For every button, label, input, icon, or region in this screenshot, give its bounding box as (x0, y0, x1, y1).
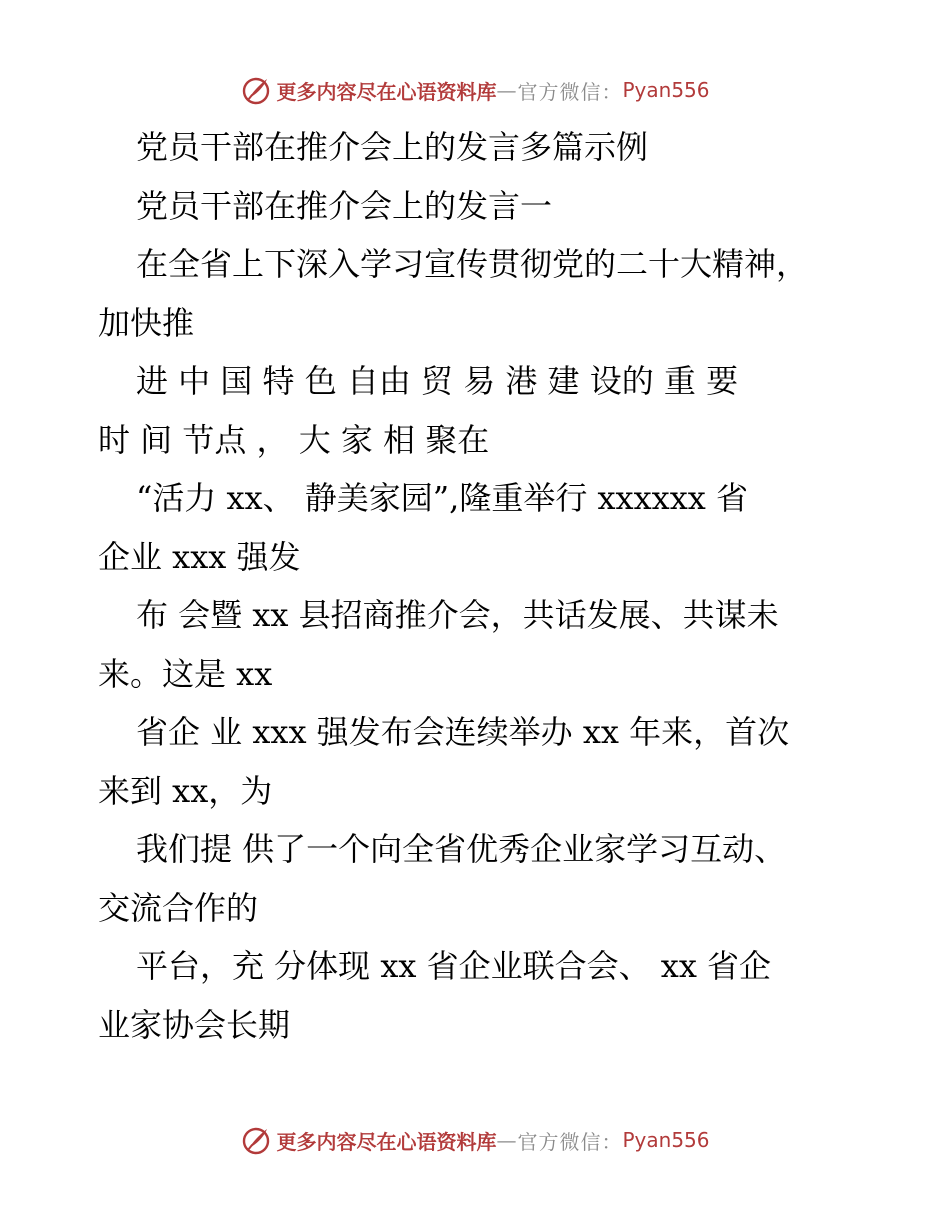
document-body (98, 118, 858, 1054)
feather-quill-logo-icon (240, 74, 272, 106)
paragraph-line: 省企 业 xxx 强发布会连续举办 xx 年来，首次 (136, 713, 790, 751)
paragraph-line: 来。这是 xx (98, 654, 273, 693)
paragraph-line: 布 会暨 xx 县招商推介会，共话发展、共谋未 (136, 596, 779, 634)
paragraph-line: 我们提 供了一个向全省优秀企业家学习互动、 (136, 830, 787, 868)
section-heading: 党员干部在推介会上的发言一 (136, 186, 553, 225)
banner-dash: — (496, 78, 518, 102)
banner-wechat-id: Pyan556 (622, 1128, 710, 1152)
paragraph-line: 企业 xxx 强发 (98, 537, 301, 576)
header-banner (0, 70, 950, 110)
footer-banner (0, 1120, 950, 1160)
banner-dash: — (496, 1128, 518, 1152)
paragraph-line: 平台，充 分体现 xx 省企业联合会、 xx 省企 (136, 947, 772, 985)
paragraph-line: 来到 xx，为 (98, 771, 273, 810)
paragraph-line: 在全省上下深入学习宣传贯彻党的二十大精神， (136, 245, 809, 283)
banner-wechat-label: 官方微信： (517, 79, 623, 104)
paragraph-line: “活力 xx、 静美家园”,隆重举行 xxxxxx 省 (136, 479, 748, 517)
paragraph-line: 进 中 国 特 色 自由 贸 易 港 建 设的 重 要 (136, 362, 739, 400)
document-title: 党员干部在推介会上的发言多篇示例 (136, 128, 649, 166)
banner-site-text: 更多内容尽在心语资料库 (276, 79, 497, 104)
paragraph-line: 业家协会长期 (98, 1005, 291, 1044)
paragraph-line: 交流合作的 (98, 888, 259, 927)
feather-quill-logo-icon (240, 1124, 272, 1156)
banner-wechat-id: Pyan556 (622, 78, 710, 102)
banner-wechat-label: 官方微信： (517, 1129, 623, 1154)
paragraph-line: 加快推 (98, 303, 195, 342)
paragraph-line: 时 间 节点 ， 大 家 相 聚在 (98, 420, 490, 459)
banner-site-text: 更多内容尽在心语资料库 (276, 1129, 497, 1154)
